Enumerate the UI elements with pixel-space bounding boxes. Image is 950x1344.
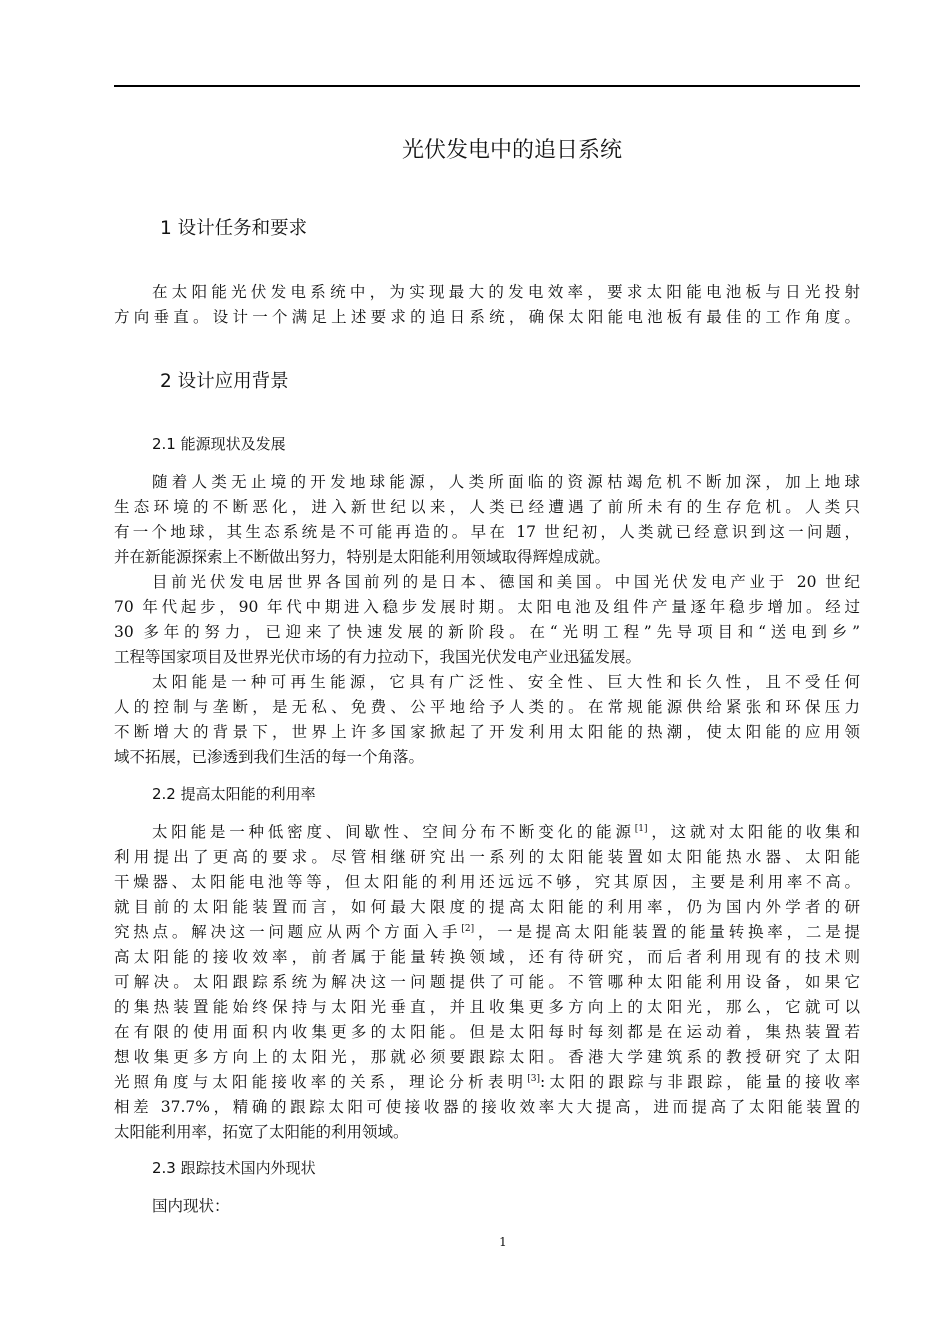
header-rule — [114, 85, 860, 87]
section-2-3-heading: 2.3 跟踪技术国内外现状 — [152, 1159, 316, 1177]
citation-ref: [2] — [461, 924, 475, 934]
text-line: 太阳能是一种可再生能源，它具有广泛性、安全性、巨大性和长久性，且不受任何 — [152, 673, 860, 691]
text-line: 不断增大的背景下，世界上许多国家掀起了开发利用太阳能的热潮，使太阳能的应用领 — [114, 723, 860, 741]
text-line: 可解决。太阳跟踪系统为解决这一问题提供了可能。不管哪种太阳能利用设备，如果它 — [114, 973, 860, 991]
text-line: 工程等国家项目及世界光伏市场的有力拉动下，我国光伏发电产业迅猛发展。 — [114, 648, 642, 666]
text-line — [114, 920, 860, 944]
text-line: 国内现状： — [152, 1197, 230, 1215]
section-2-2-heading: 2.2 提高太阳能的利用率 — [152, 785, 316, 803]
text-line: 有一个地球，其生态系统是不可能再造的。早在 17 世纪初，人类就已经意识到这一问题， — [114, 523, 860, 541]
text-line: 相差 37.7%，精确的跟踪太阳可使接收器的接收效率大大提高，进而提高了太阳能装置的 — [114, 1098, 860, 1116]
text-line — [114, 1070, 860, 1094]
text-line: 高太阳能的接收效率，前者属于能量转换领域，还有待研究，而后者利用现有的技术则 — [114, 948, 860, 966]
text-line: 在有限的使用面积内收集更多的太阳能。但是太阳每时每刻都是在运动着，集热装置若 — [114, 1023, 860, 1041]
section-2-heading: 2 设计应用背景 — [160, 371, 289, 392]
text-line: 生态环境的不断恶化，进入新世纪以来，人类已经遭遇了前所未有的生存危机。人类只 — [114, 498, 860, 516]
text-line: 70 年代起步，90 年代中期进入稳步发展时期。太阳电池及组件产量逐年稳步增加。经过 — [114, 598, 860, 616]
text-line: 人的控制与垄断，是无私、免费、公平地给予人类的。在常规能源供给紧张和环保压力 — [114, 698, 860, 716]
text-line: 随着人类无止境的开发地球能源，人类所面临的资源枯竭危机不断加深，加上地球 — [152, 473, 860, 491]
citation-ref: [3] — [527, 1074, 540, 1084]
text-run: ，一是提高太阳能装置的能量转换率，二是提 — [474, 923, 860, 941]
page-number: 1 — [499, 1235, 507, 1249]
text-line: 干燥器、太阳能电池等等，但太阳能的利用还远远不够，究其原因，主要是利用率不高。 — [114, 873, 860, 891]
section-1-heading: 1 设计任务和要求 — [160, 218, 308, 239]
text-line: 在太阳能光伏发电系统中，为实现最大的发电效率，要求太阳能电池板与日光投射 — [152, 283, 860, 301]
text-line: 利用提出了更高的要求。尽管相继研究出一系列的太阳能装置如太阳能热水器、太阳能 — [114, 848, 860, 866]
text-line: 就目前的太阳能装置而言，如何最大限度的提高太阳能的利用率，仍为国内外学者的研 — [114, 898, 860, 916]
text-line: 域不拓展，已渗透到我们生活的每一个角落。 — [114, 748, 425, 766]
text-run: 光照角度与太阳能接收率的关系，理论分析表明 — [114, 1073, 528, 1091]
text-line — [152, 820, 860, 844]
text-line: 的集热装置能始终保持与太阳光垂直，并且收集更多方向上的太阳光，那么，它就可以 — [114, 998, 860, 1016]
text-line: 太阳能利用率，拓宽了太阳能的利用领域。 — [114, 1123, 409, 1141]
text-run: ，这就对太阳能的收集和 — [647, 823, 860, 841]
text-run: 究热点。解决这一问题应从两个方面入手 — [114, 923, 462, 941]
text-run: 太阳能是一种低密度、间歇性、空间分布不断变化的能源 — [152, 823, 635, 841]
section-2-1-heading: 2.1 能源现状及发展 — [152, 435, 286, 453]
citation-ref: [1] — [634, 824, 648, 834]
text-run: :太阳的跟踪与非跟踪，能量的接收率 — [539, 1073, 860, 1091]
text-line: 目前光伏发电居世界各国前列的是日本、德国和美国。中国光伏发电产业于 20 世纪 — [152, 573, 860, 591]
text-line: 并在新能源探索上不断做出努力，特别是太阳能利用领域取得辉煌成就。 — [114, 548, 611, 566]
text-line: 方向垂直。设计一个满足上述要求的追日系统，确保太阳能电池板有最佳的工作角度。 — [114, 308, 860, 326]
text-line: 想收集更多方向上的太阳光，那就必须要跟踪太阳。香港大学建筑系的教授研究了太阳 — [114, 1048, 860, 1066]
text-line: 30 多年的努力，已迎来了快速发展的新阶段。在“光明工程”先导项目和“送电到乡” — [114, 623, 860, 641]
document-title: 光伏发电中的追日系统 — [401, 138, 622, 163]
